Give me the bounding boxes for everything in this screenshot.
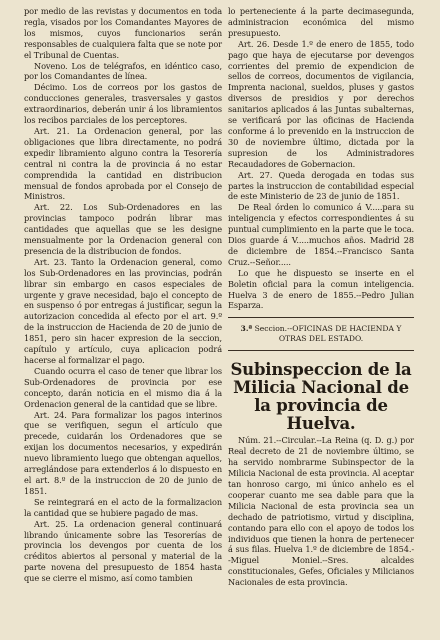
paragraph: por medio de las revistas y documentos en toda regla, visados por los Comandantes Mayores de los mismos, cuyos funcionarios serán responsables de cualquiera falta que se note por el Tribunal de Cuentas. bbox=[24, 6, 222, 60]
section-divider bbox=[228, 317, 414, 318]
section-heading bbox=[228, 324, 414, 344]
paragraph: Núm. 21.--Circular.--La Reina (q. D. g.) por Real decreto de 21 de noviembre último, se ha servido nombrarme Subinspector de la Milicia Nacional de esta provincia. Al aceptar tan honroso cargo, mi único anhelo es el cooperar cuanto me sea dable para que la Milicia Nacional de esta provincia sea un dechado de patriotismo, virtud y disciplina, contando para ello con el apoyo de todos los individuos que tienen la honra de pertenecer á sus filas. Huelva 1.º de diciembre de 1854.--Miguel Moniel.--Sres. alcaldes constitucionales, Gefes, Oficiales y Milicianos Nacionales de esta provincia. bbox=[228, 435, 414, 588]
paragraph: Art. 26. Desde 1.º de enero de 1855, todo pago que haya de ejecutarse por devengos corrientes del premio de expendicion de sellos de correos, documentos de vigilancia, Imprenta nacional, sueldos, pluses y gastos diversos de presidios y por derechos sanitarios aplicados á las Juntas subalternas, se verificará por las oficinas de Hacienda conforme á lo prevenido en la instruccion de 30 de noviembre último, dictada por la supresion de los Administradores Recaudadores de Gobernacion. bbox=[228, 38, 414, 169]
paragraph: Se reintegrará en el acto de la formalizacion la cantidad que se hubiere pagado de mas. bbox=[24, 496, 222, 518]
paragraph: Art. 22. Los Sub-Ordenadores en las provincias tampoco podrán librar mas cantidades que aquellas que se les designe mensualmente por la Ordenacion general con presencia de la distribucion de fondos. bbox=[24, 202, 222, 256]
section-label: Seccion.--OFICINAS DE HACIENDA Y OTRAS DEL ESTADO. bbox=[254, 324, 402, 344]
paragraph: Art. 24. Para formalizar los pagos interinos que se verifiquen, segun el artículo que precede, cuidarán los Ordenadores que se exijan los documentos necesarios, y expedirán nuevo libramiento luego que obtengan aquellos, arreglándose para extenderlos á lo dispuesto en el art. 8.º de la instruccion de 20 de junio de 1851. bbox=[24, 409, 222, 496]
paragraph: lo perteneciente á la parte decimasegunda, administracion económica del mismo presupuesto. bbox=[228, 6, 414, 38]
paragraph: Art. 21. La Ordenacion general, por las obligaciones que libra directamente, no podrá expedir libramiento alguno contra la Tesorería central ni contra la de provincia á no estar comprendida la cantidad en distribucion mensual de fondos aprobada por el Consejo de Ministros. bbox=[24, 125, 222, 202]
paragraph: De Real órden lo comunico á V.....para su inteligencia y efectos correspondientes á su puntual cumplimiento en la parte que le toca. Dios guarde á V.....muchos años. Madrid 28 de diciembre de 1854.--Francisco Santa Cruz.--Señor..... bbox=[228, 202, 414, 267]
paragraph: Cuando ocurra el caso de tener que librar los Sub-Ordenadores de provincia por ese concepto, darán noticia en el mismo dia á la Ordenacion general de la cantidad que se libre. bbox=[24, 365, 222, 409]
paragraph: Art. 25. La ordenacion general continuará librando únicamente sobre las Tesorerías de provincia los devengos por cuenta de los créditos abiertos al personal y material de la parte novena del presupuesto de 1854 hasta que se cierre el mismo, así como tambien bbox=[24, 518, 222, 584]
left-column bbox=[24, 6, 222, 584]
paragraph: Noveno. Los de telégrafos, en idéntico caso, por los Comandantes de línea. bbox=[24, 60, 222, 82]
right-column bbox=[228, 6, 414, 588]
section-number: 3.ª bbox=[240, 324, 253, 334]
paragraph: Art. 27. Queda derogada en todas sus partes la instruccion de contabilidad especial de este Ministerio de 23 de junio de 1851. bbox=[228, 169, 414, 202]
paragraph: Art. 23. Tanto la Ordenacion general, como los Sub-Ordenadores en las provincias, podrán librar sin embargo en casos especiales de urgente y grave necesidad, bajo el concepto de en suspenso ó por entregas á justificar, segun la autorizacion concedida al efecto por el art. 9.º de la instruccion de Hacienda de 20 de junio de 1851, pero sin hacer expresion de la seccion, capítulo y artículo, cuya aplicacion podrá hacerse al formalizar el pago. bbox=[24, 256, 222, 365]
paragraph: Décimo. Los de correos por los gastos de conducciones generales, trasversales y gastos extraordinarios, deberán unir á los libramientos los recibos parciales de los perceptores. bbox=[24, 82, 222, 126]
paragraph: Lo que he dispuesto se inserte en el Boletin oficial para la comun inteligencia. Huelva 3 de enero de 1855.--Pedro Julian Esparza. bbox=[228, 267, 414, 311]
main-title: Subinspeccion de la Milicia Nacional de la provincia de Huelva. bbox=[230, 360, 412, 434]
section-divider bbox=[228, 350, 414, 351]
